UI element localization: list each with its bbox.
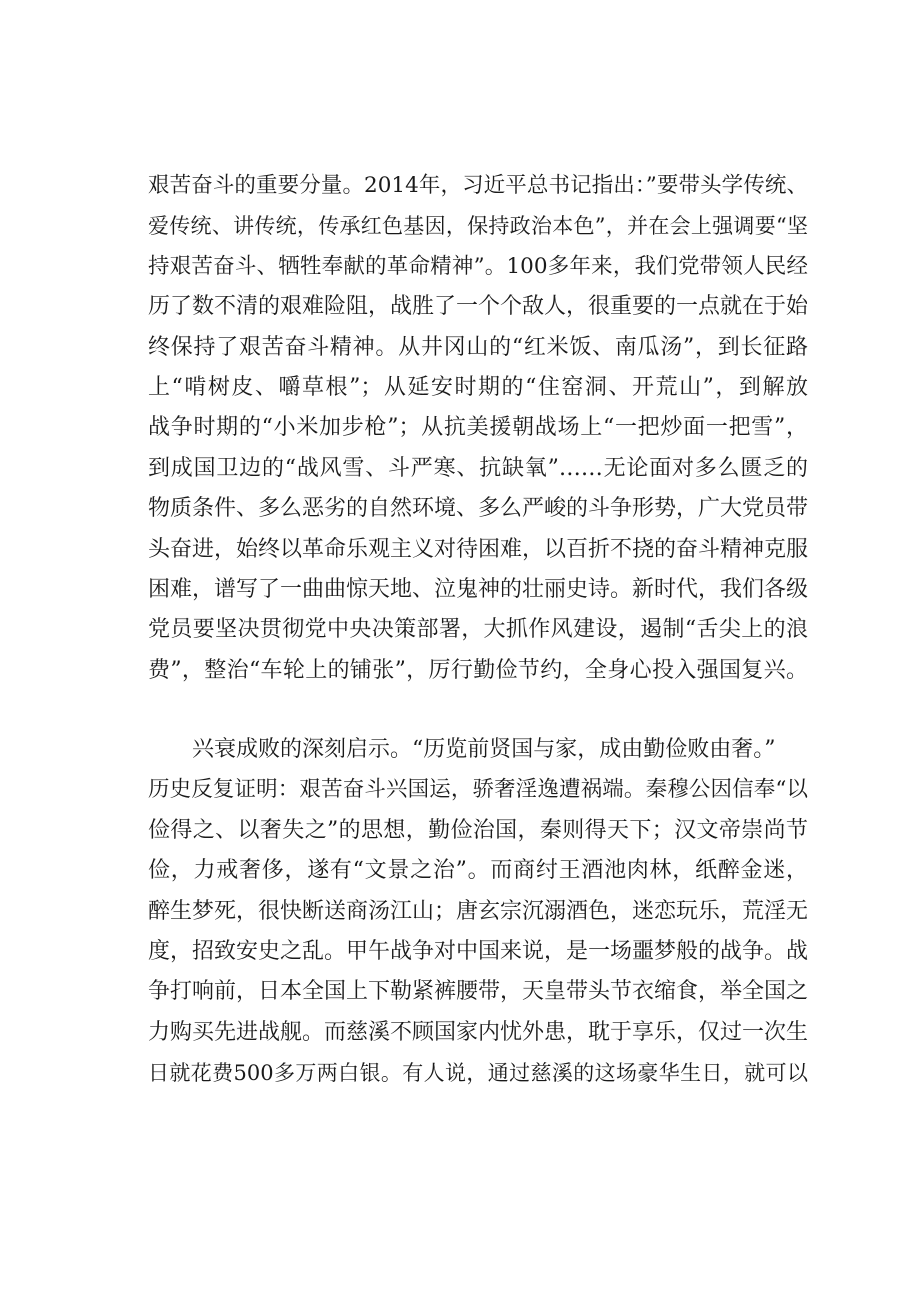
text-line: 俭得之、以奢失之”的思想，勤俭治国，秦则得天下；汉文帝崇尚节: [148, 817, 808, 843]
text-line-indented: 兴衰成败的深刻启示。“历览前贤国与家，成由勤俭败由奢。”: [192, 737, 776, 762]
text-line: 日就花费500多万两白银。有人说，通过慈溪的这场豪华生日，就可以: [148, 1061, 808, 1086]
text-line: 醉生梦死，很快断送商汤江山；唐玄宗沉溺酒色，迷恋玩乐，荒淫无: [148, 898, 808, 924]
text-line: 头奋进，始终以革命乐观主义对待困难，以百折不挠的奋斗精神克服: [148, 536, 808, 562]
body-paragraph: [148, 166, 808, 691]
text-line: 艰苦奋斗的重要分量。2014年，习近平总书记指出：”要带头学传统、: [148, 173, 808, 198]
text-line: 俭，力戒奢侈，遂有“文景之治”。而商纣王酒池肉林，纸醉金迷，: [148, 858, 808, 884]
text-line: 爱传统、讲传统，传承红色基因，保持政治本色”，并在会上强调要“坚: [148, 214, 808, 239]
text-line: 费”，整治“车轮上的铺张”，厉行勤俭节约，全身心投入强国复兴。: [148, 657, 808, 683]
text-line: 历史反复证明：艰苦奋斗兴国运，骄奢淫逸遭祸端。秦穆公因信奉“以: [148, 777, 808, 803]
text-line: 战争时期的“小米加步枪”；从抗美援朝战场上“一把炒面一把雪”，: [148, 415, 808, 441]
body-paragraph: [148, 730, 808, 1094]
text-line: 持艰苦奋斗、牺牲奉献的革命精神”。100多年来，我们党带领人民经: [148, 253, 808, 279]
text-line: 终保持了艰苦奋斗精神。从井冈山的“红米饭、南瓜汤”，到长征路: [148, 334, 808, 360]
text-line: 上“啃树皮、嚼草根”；从延安时期的“住窑洞、开荒山”，到解放: [148, 374, 808, 400]
text-line: 历了数不清的艰难险阻，战胜了一个个敌人，很重要的一点就在于始: [148, 294, 808, 320]
text-line: 党员要坚决贯彻党中央决策部署，大抓作风建设，遏制“舌尖上的浪: [148, 617, 808, 643]
text-line: 争打响前，日本全国上下勒紧裤腰带，天皇带头节衣缩食，举全国之: [148, 979, 808, 1005]
text-line: 力购买先进战舰。而慈溪不顾国家内忧外患，耽于享乐，仅过一次生: [148, 1019, 808, 1045]
text-line: 物质条件、多么恶劣的自然环境、多么严峻的斗争形势，广大党员带: [148, 496, 808, 522]
text-line: 到成国卫边的“战风雪、斗严寒、抗缺氧”……无论面对多么匮乏的: [148, 455, 808, 481]
text-line: 度，招致安史之乱。甲午战争对中国来说，是一场噩梦般的战争。战: [148, 938, 808, 964]
text-line: 困难，谱写了一曲曲惊天地、泣鬼神的壮丽史诗。新时代，我们各级: [148, 576, 808, 602]
